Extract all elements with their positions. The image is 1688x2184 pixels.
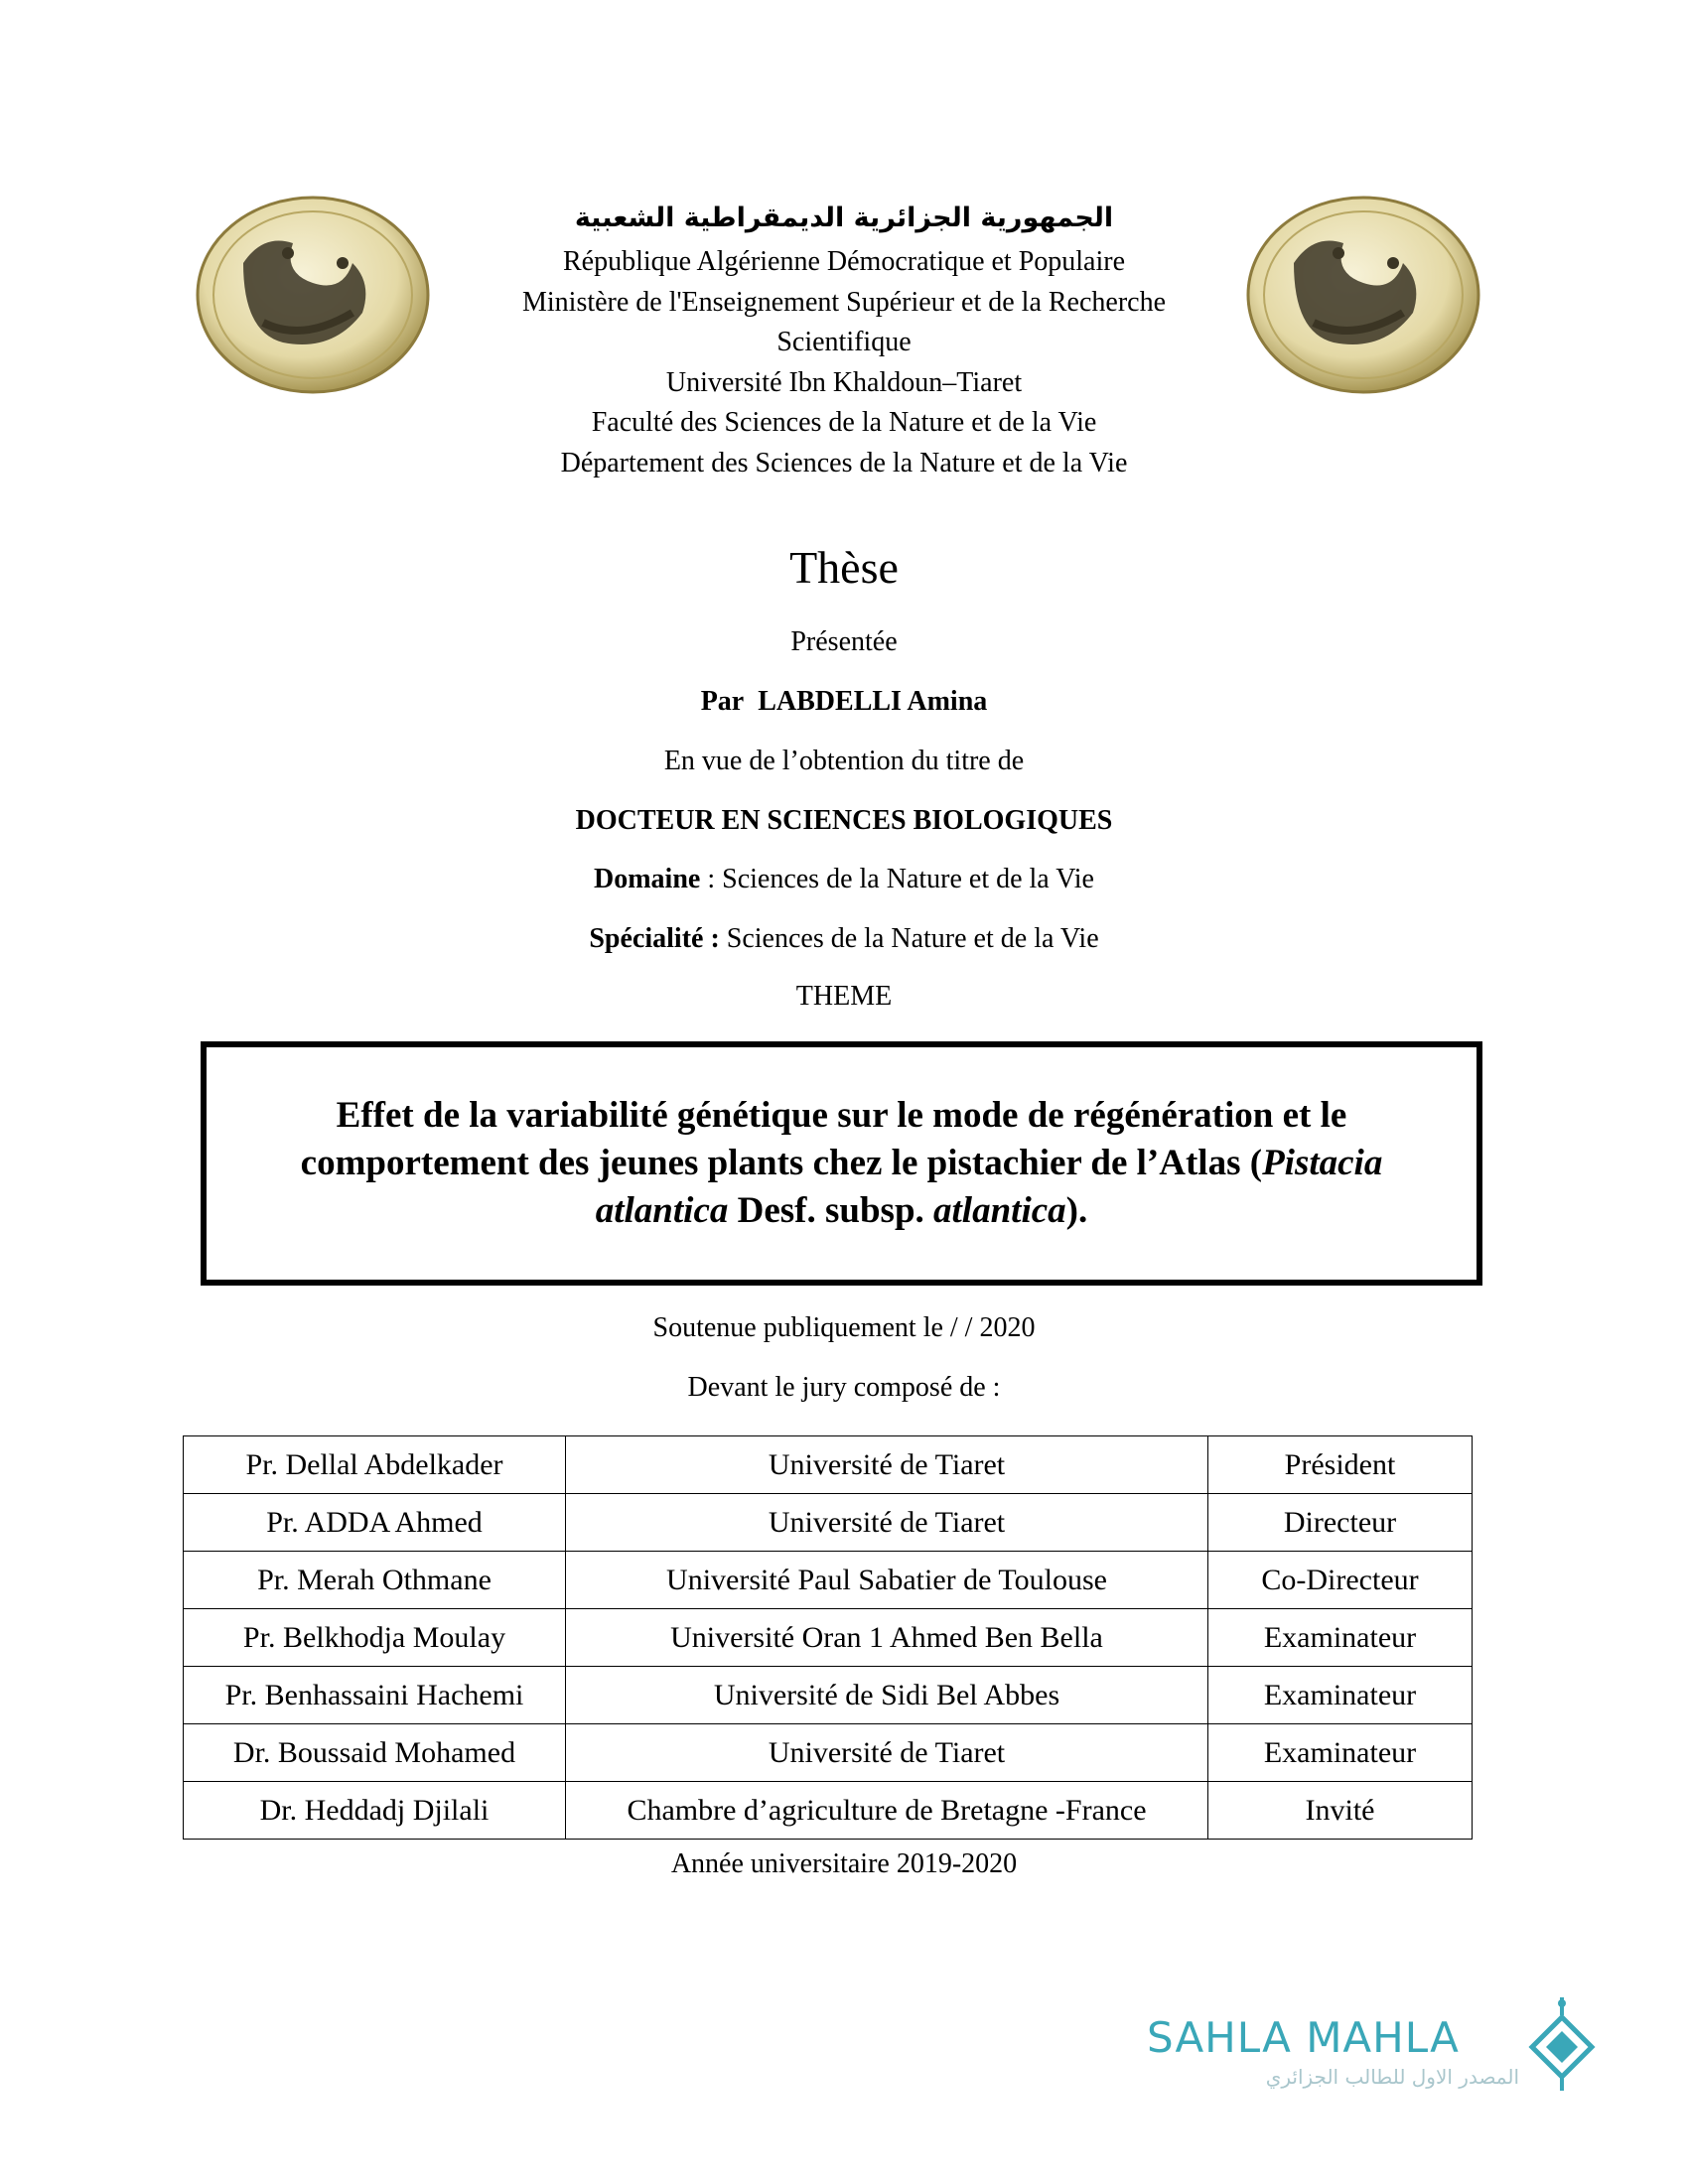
jury-name: Pr. Dellal Abdelkader xyxy=(184,1436,566,1494)
author-prefix: Par xyxy=(700,686,745,717)
theme-part-3: ). xyxy=(1065,1190,1088,1231)
academic-year: Année universitaire 2019-2020 xyxy=(670,1848,1018,1879)
jury-name: Pr. ADDA Ahmed xyxy=(184,1494,566,1552)
jury-name: Pr. Benhassaini Hachemi xyxy=(184,1667,566,1724)
sahla-mahla-watermark xyxy=(1147,1995,1604,2095)
table-row xyxy=(184,1724,1473,1782)
watermark-tagline: المصدر الاول للطالب الجزائري xyxy=(1265,2065,1519,2089)
degree-line: DOCTEUR EN SCIENCES BIOLOGIQUES xyxy=(575,805,1113,836)
jury-name: Pr. Belkhodja Moulay xyxy=(184,1609,566,1667)
jury-institution: Université Oran 1 Ahmed Ben Bella xyxy=(566,1609,1208,1667)
jury-name: Dr. Boussaid Mohamed xyxy=(184,1724,566,1782)
theme-species: Pistacia atlantica xyxy=(595,1143,1383,1231)
jury-intro: Devant le jury composé de : xyxy=(687,1372,1001,1403)
header-faculty: Faculté des Sciences de la Nature et de la Vie xyxy=(591,407,1097,438)
table-row xyxy=(184,1782,1473,1840)
presented-line: Présentée xyxy=(790,626,898,657)
specialty-label: Spécialité : xyxy=(589,923,720,954)
jury-role: Examinateur xyxy=(1208,1609,1473,1667)
jury-name: Dr. Heddadj Djilali xyxy=(184,1782,566,1840)
theme-subspecies: atlantica xyxy=(933,1190,1066,1231)
specialty-value: Sciences de la Nature et de la Vie xyxy=(719,923,1099,954)
jury-role: Examinateur xyxy=(1208,1667,1473,1724)
table-row xyxy=(184,1552,1473,1609)
jury-role: Directeur xyxy=(1208,1494,1473,1552)
table-row xyxy=(184,1609,1473,1667)
purpose-line: En vue de l’obtention du titre de xyxy=(663,746,1025,776)
theme-box xyxy=(201,1041,1482,1286)
specialty-line xyxy=(0,923,1688,955)
jury-institution: Université de Tiaret xyxy=(566,1724,1208,1782)
table-row xyxy=(184,1436,1473,1494)
jury-table xyxy=(183,1435,1473,1840)
jury-institution: Université de Tiaret xyxy=(566,1494,1208,1552)
author-line xyxy=(0,686,1688,718)
domain-label: Domaine xyxy=(594,864,701,894)
domain-value: : Sciences de la Nature et de la Vie xyxy=(700,864,1094,894)
header-department: Département des Sciences de la Nature et de la Vie xyxy=(560,447,1128,478)
watermark-brand: SAHLA MAHLA xyxy=(1147,2013,1460,2062)
header-arabic: الجمهورية الجزائرية الديمقراطية الشعبية xyxy=(574,203,1114,233)
theme-part-2: Desf. subsp. xyxy=(728,1190,934,1231)
header-university: Université Ibn Khaldoun–Tiaret xyxy=(665,366,1023,398)
thesis-title: Thèse xyxy=(789,542,899,593)
theme-label: THEME xyxy=(795,981,893,1012)
jury-name: Pr. Merah Othmane xyxy=(184,1552,566,1609)
jury-role: Examinateur xyxy=(1208,1724,1473,1782)
jury-institution: Université Paul Sabatier de Toulouse xyxy=(566,1552,1208,1609)
jury-role: Invité xyxy=(1208,1782,1473,1840)
table-row xyxy=(184,1667,1473,1724)
jury-institution: Université de Tiaret xyxy=(566,1436,1208,1494)
jury-role: Président xyxy=(1208,1436,1473,1494)
header-ministry: Ministère de l'Enseignement Supérieur et de la Recherche xyxy=(521,286,1167,318)
jury-institution: Chambre d’agriculture de Bretagne -France xyxy=(566,1782,1208,1840)
header-republic: République Algérienne Démocratique et Populaire xyxy=(562,246,1126,277)
table-row xyxy=(184,1494,1473,1552)
jury-role: Co-Directeur xyxy=(1208,1552,1473,1609)
author-name: LABDELLI Amina xyxy=(758,686,988,717)
defense-date: Soutenue publiquement le / / 2020 xyxy=(652,1312,1036,1343)
institution-header xyxy=(0,195,1688,483)
watermark-logo-icon xyxy=(1522,1995,1602,2095)
theme-title xyxy=(266,1092,1417,1235)
domain-line xyxy=(0,864,1688,895)
theme-part-1: Effet de la variabilité génétique sur le mode de régénération et le comportement des jeunes plants chez le pistachier de l’Atlas ( xyxy=(300,1095,1347,1183)
header-ministry-cont: Scientifique xyxy=(776,327,912,357)
jury-institution: Université de Sidi Bel Abbes xyxy=(566,1667,1208,1724)
